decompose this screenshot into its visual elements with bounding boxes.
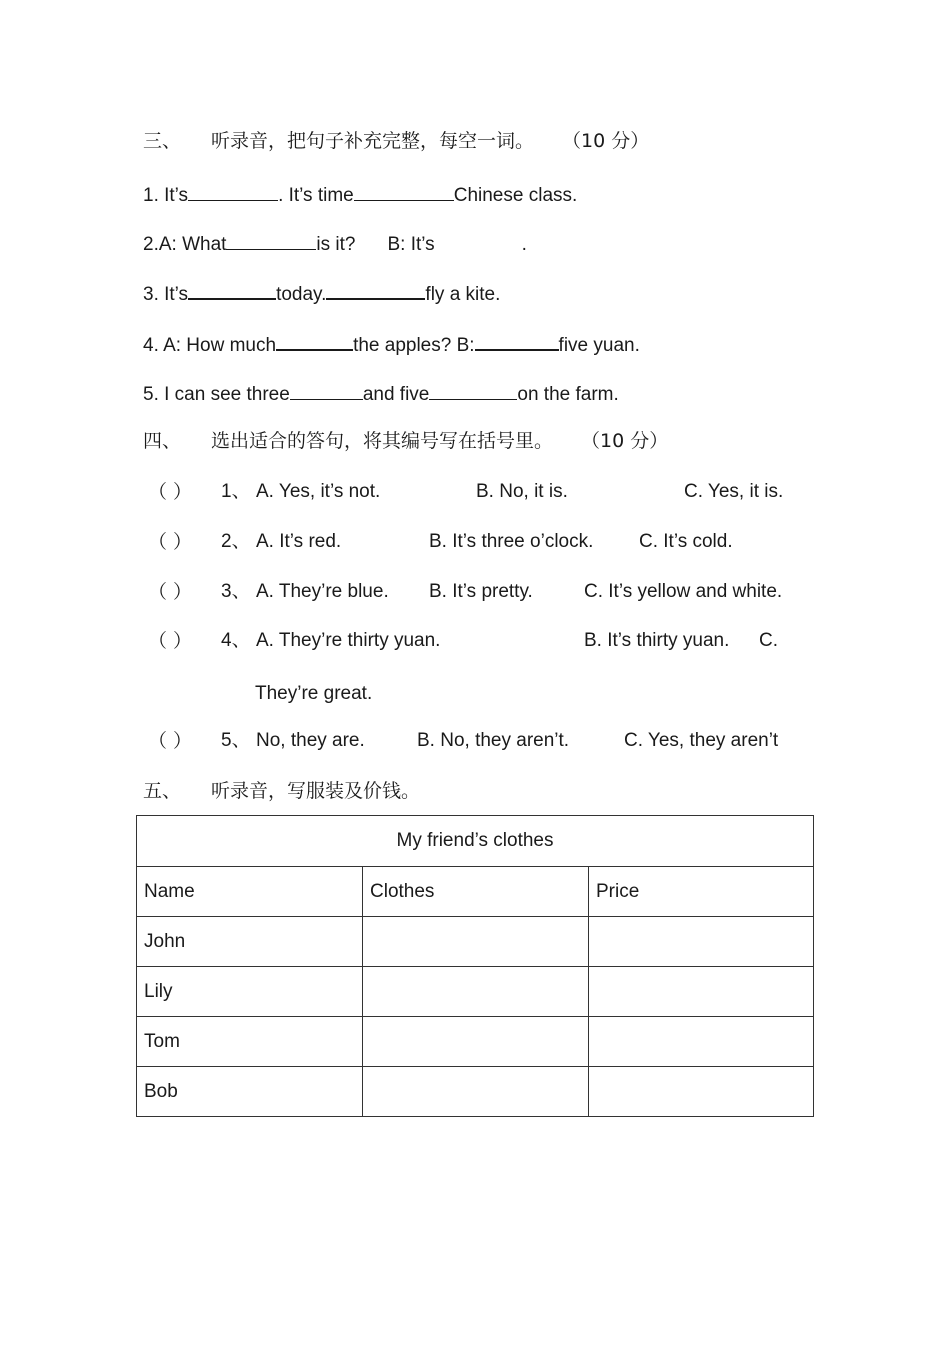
- option-a: A. It’s red.: [256, 531, 342, 552]
- section4-heading: [143, 429, 668, 454]
- option-a: A. Yes, it’s not.: [256, 481, 381, 502]
- clothes-cell[interactable]: [363, 1017, 589, 1067]
- clothes-cell[interactable]: [363, 967, 589, 1017]
- section3-instruction: 听录音，把句子补充完整，每空一词。: [211, 130, 535, 152]
- answer-blank[interactable]: [354, 183, 454, 201]
- option-a: No, they are.: [256, 730, 365, 751]
- fill-item-5: 5. I can see three and five on the farm.: [143, 384, 619, 405]
- answer-blank[interactable]: [475, 332, 559, 351]
- name-cell: Lily: [137, 967, 363, 1017]
- table-row: [137, 967, 814, 1017]
- clothes-cell[interactable]: [363, 1067, 589, 1117]
- option-a: A. They’re thirty yuan.: [256, 630, 441, 651]
- answer-blank[interactable]: [276, 332, 353, 351]
- option-c: C. It’s cold.: [639, 531, 733, 552]
- header-price: Price: [589, 867, 814, 917]
- option-c: C. It’s yellow and white.: [584, 581, 783, 602]
- clothes-table: [136, 815, 814, 1117]
- answer-blank[interactable]: [326, 281, 425, 300]
- section3-score: （10 分）: [562, 130, 650, 152]
- option-c-label: C.: [759, 630, 778, 651]
- option-b: B. No, it is.: [476, 481, 568, 502]
- answer-blank[interactable]: [188, 281, 276, 300]
- table-row: [137, 1017, 814, 1067]
- fill-item-2: 2.A: What is it? B: It’s .: [143, 234, 527, 255]
- price-cell[interactable]: [589, 967, 814, 1017]
- price-cell[interactable]: [589, 917, 814, 967]
- answer-parentheses[interactable]: （ ）: [148, 481, 193, 503]
- option-c: C. Yes, it is.: [684, 481, 784, 502]
- price-cell[interactable]: [589, 1017, 814, 1067]
- answer-parentheses[interactable]: （ ）: [148, 630, 193, 652]
- answer-blank[interactable]: [188, 183, 278, 201]
- section3-heading: [143, 129, 649, 154]
- table-title: My friend’s clothes: [137, 816, 814, 867]
- table-row: [137, 1067, 814, 1117]
- question-number: 3、: [221, 581, 251, 602]
- name-cell: Tom: [137, 1017, 363, 1067]
- clothes-cell[interactable]: [363, 917, 589, 967]
- option-c: C. Yes, they aren’t: [624, 730, 779, 751]
- section4-number: 四、: [143, 430, 182, 452]
- question-number: 5、: [221, 730, 251, 751]
- question-number: 2、: [221, 531, 251, 552]
- answer-parentheses[interactable]: （ ）: [148, 531, 193, 553]
- answer-blank[interactable]: [429, 382, 517, 400]
- section5-heading: [143, 779, 420, 804]
- name-cell: Bob: [137, 1067, 363, 1117]
- question-number: 1、: [221, 481, 251, 502]
- question-number: 4、: [221, 630, 251, 651]
- header-name: Name: [137, 867, 363, 917]
- option-b: B. It’s thirty yuan.: [584, 630, 730, 651]
- option-c-text: They’re great.: [255, 683, 373, 704]
- section4-instruction: 选出适合的答句，将其编号写在括号里。: [211, 430, 554, 452]
- answer-blank[interactable]: [290, 382, 363, 400]
- option-b: B. No, they aren’t.: [417, 730, 570, 751]
- fill-item-1: 1. It’s . It’s time Chinese class.: [143, 185, 578, 206]
- price-cell[interactable]: [589, 1067, 814, 1117]
- option-b: B. It’s pretty.: [429, 581, 533, 602]
- section5-instruction: 听录音，写服装及价钱。: [211, 780, 421, 802]
- answer-parentheses[interactable]: （ ）: [148, 730, 193, 752]
- header-clothes: Clothes: [363, 867, 589, 917]
- option-b: B. It’s three o’clock.: [429, 531, 594, 552]
- section5-number: 五、: [143, 780, 182, 802]
- option-a: A. They’re blue.: [256, 581, 389, 602]
- answer-blank[interactable]: [226, 232, 316, 250]
- fill-item-4: 4. A: How much the apples? B: five yuan.: [143, 332, 640, 358]
- answer-parentheses[interactable]: （ ）: [148, 581, 193, 603]
- table-row: [137, 917, 814, 967]
- table-header-row: [137, 867, 814, 917]
- name-cell: John: [137, 917, 363, 967]
- section4-score: （10 分）: [581, 430, 669, 452]
- fill-item-3: 3. It’s today. fly a kite.: [143, 281, 500, 307]
- section3-number: 三、: [143, 130, 182, 152]
